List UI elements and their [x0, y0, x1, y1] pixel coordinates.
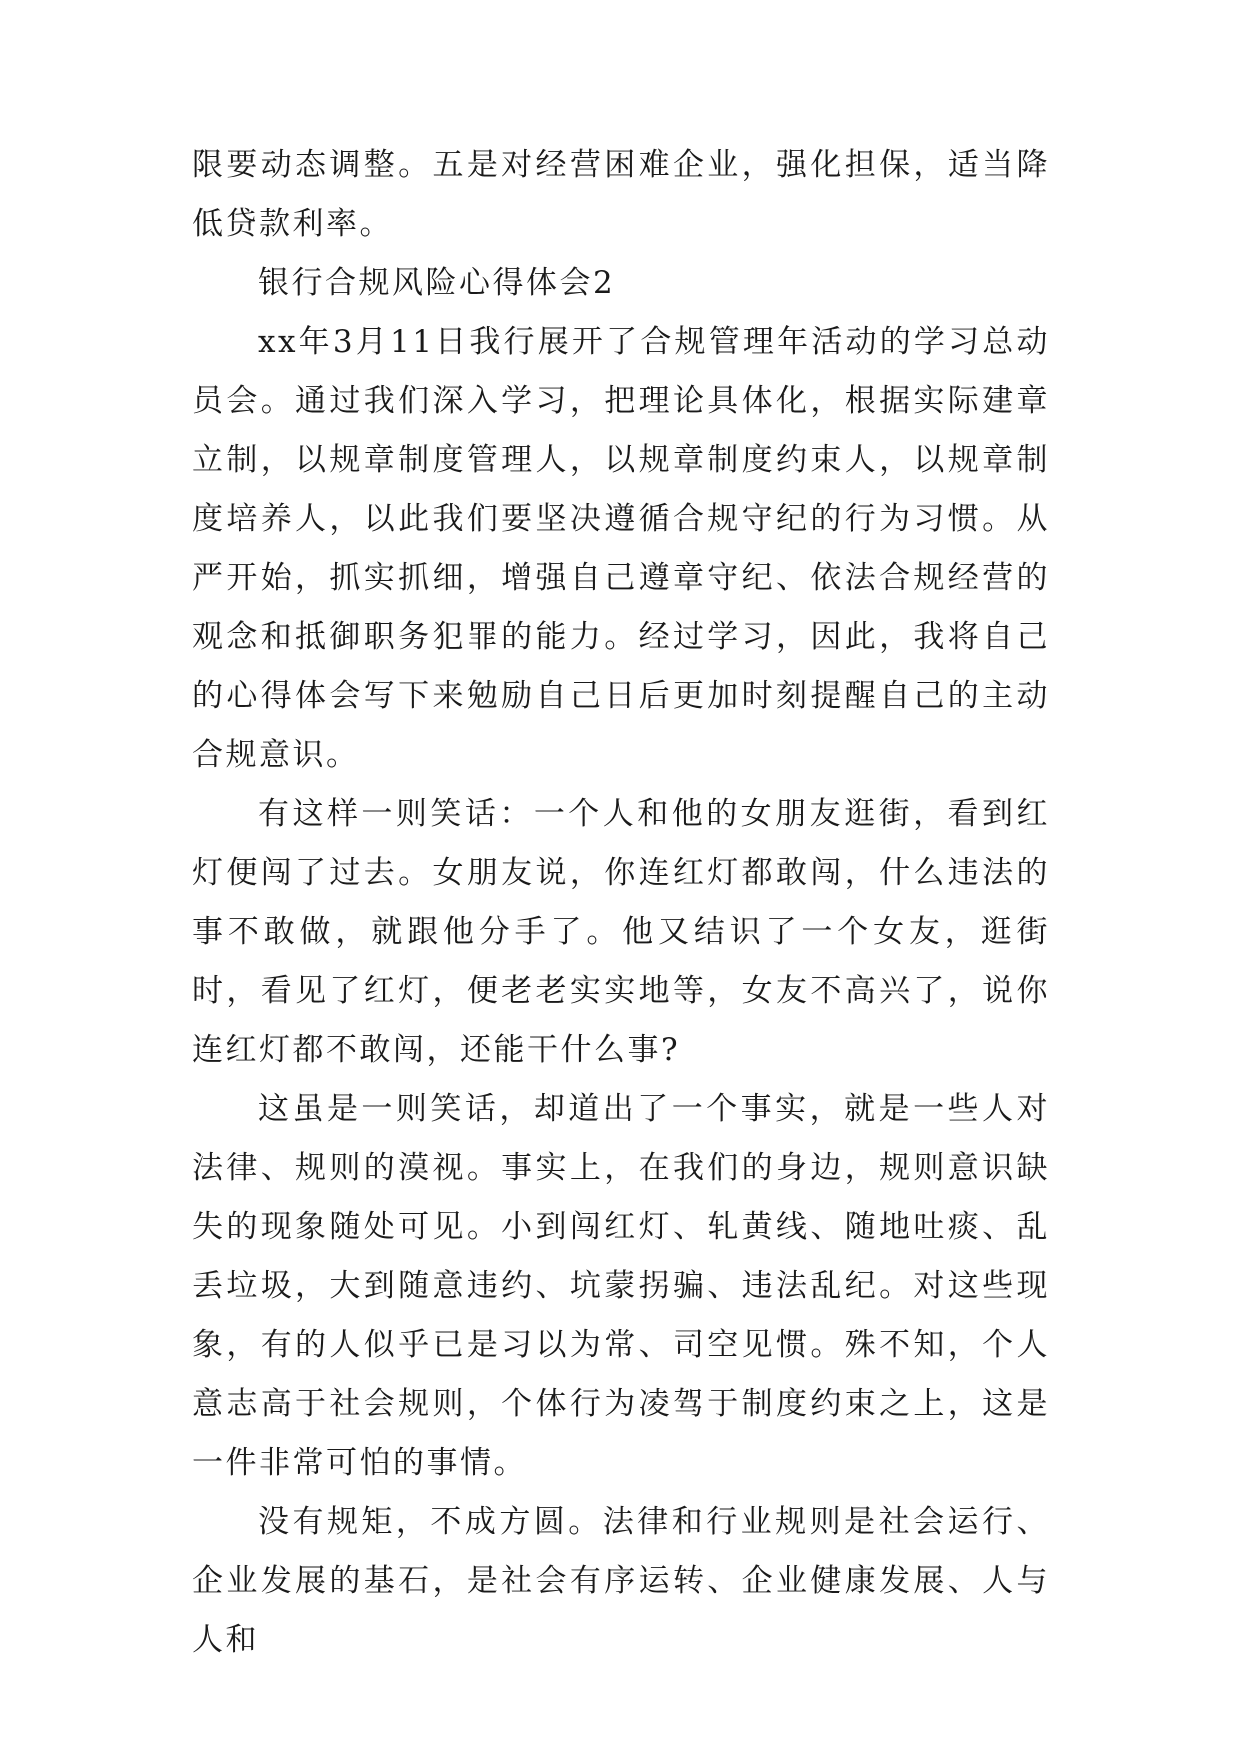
paragraph: 没有规矩，不成方圆。法律和行业规则是社会运行、企业发展的基石，是社会有序运转、企业健康发展、人与人和 [192, 1504, 1050, 1658]
section-heading: 银行合规风险心得体会2 [258, 265, 616, 301]
paragraph: 有这样一则笑话：一个人和他的女朋友逛街，看到红灯便闯了过去。女朋友说，你连红灯都敢闯，什么违法的事不敢做，就跟他分手了。他又结识了一个女友，逛街时，看见了红灯，便老老实实地等，女友不高兴了，说你连红灯都不敢闯，还能干什么事? [192, 796, 1050, 1068]
paragraph: 这虽是一则笑话，却道出了一个事实，就是一些人对法律、规则的漠视。事实上，在我们的身边，规则意识缺失的现象随处可见。小到闯红灯、轧黄线、随地吐痰、乱丢垃圾，大到随意违约、坑蒙拐骗、违法乱纪。对这些现象，有的人似乎已是习以为常、司空见惯。殊不知，个人意志高于社会规则，个体行为凌驾于制度约束之上，这是一件非常可怕的事情。 [192, 1091, 1050, 1481]
document-page [192, 136, 1050, 1670]
paragraph-continuation: 限要动态调整。五是对经营困难企业，强化担保，适当降低贷款利率。 [192, 147, 1050, 242]
paragraph: xx年3月11日我行展开了合规管理年活动的学习总动员会。通过我们深入学习，把理论具体化，根据实际建章立制，以规章制度管理人，以规章制度约束人，以规章制度培养人，以此我们要坚决遵循合规守纪的行为习惯。从严开始，抓实抓细，增强自己遵章守纪、依法合规经营的观念和抵御职务犯罪的能力。经过学习，因此，我将自己的心得体会写下来勉励自己日后更加时刻提醒自己的主动合规意识。 [192, 324, 1050, 773]
